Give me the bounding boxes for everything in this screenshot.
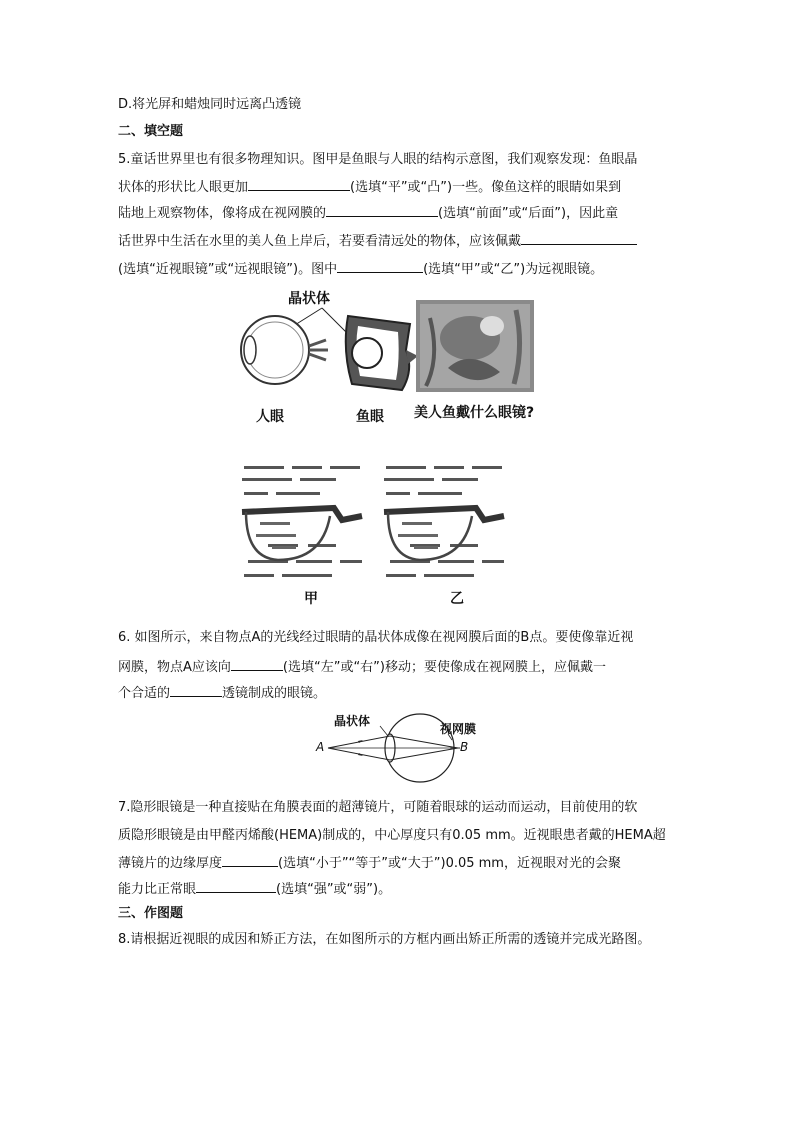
fish-eye-caption: 鱼眼 bbox=[356, 409, 384, 425]
q7-line4: 能力比正常眼 (选填“强”或“弱”)。 bbox=[118, 878, 391, 900]
section2-title: 二、填空题 bbox=[118, 124, 184, 139]
q7-blank2[interactable] bbox=[196, 878, 276, 893]
eye-diagrams bbox=[230, 298, 540, 408]
label-jia: 甲 bbox=[304, 591, 318, 607]
q7-line2: 质隐形眼镜是由甲醛丙烯酸(HEMA)制成的，中心厚度只有0.05 mm。近视眼患者戴的HEMA超 bbox=[118, 828, 666, 843]
retina-label: 视网膜 bbox=[440, 722, 477, 736]
q5-blank1[interactable] bbox=[248, 176, 350, 191]
crystalline-label: 晶状体 bbox=[288, 291, 330, 307]
human-eye-drawing bbox=[241, 316, 328, 384]
eye-structure-figure bbox=[230, 288, 540, 428]
label-yi: 乙 bbox=[450, 591, 464, 607]
mermaid-caption: 美人鱼戴什么眼镜? bbox=[414, 405, 535, 421]
q8-line1: 8.请根据近视眼的成因和矫正方法，在如图所示的方框内画出矫正所需的透镜并完成光路图。 bbox=[118, 932, 651, 947]
q7-blank1[interactable] bbox=[222, 852, 278, 867]
q7-line3: 薄镜片的边缘厚度 (选填“小于”“等于”或“大于”)0.05 mm，近视眼对光的会聚 bbox=[118, 852, 621, 874]
glasses-drawings bbox=[238, 460, 510, 582]
point-b-label: B bbox=[460, 740, 469, 754]
q7-line1: 7.隐形眼镜是一种直接贴在角膜表面的超薄镜片，可随着眼球的运动而运动，目前使用的软 bbox=[118, 800, 638, 815]
q5-blank3[interactable] bbox=[521, 230, 637, 245]
q5-line5: (选填“近视眼镜”或“远视眼镜”)。图中 (选填“甲”或“乙”)为远视眼镜。 bbox=[118, 258, 603, 280]
crystalline-label-2: 晶状体 bbox=[334, 714, 371, 728]
human-eye-caption: 人眼 bbox=[256, 409, 284, 425]
eye-ray-diagram bbox=[314, 712, 484, 788]
q5-line1: 5.童话世界里也有很多物理知识。图甲是鱼眼与人眼的结构示意图，我们观察发现：鱼眼晶 bbox=[118, 152, 638, 167]
q5-line4: 话世界中生活在水里的美人鱼上岸后，若要看清远处的物体，应该佩戴 bbox=[118, 230, 637, 252]
q5-line2: 状体的形状比人眼更加 (选填“平”或“凸”)一些。像鱼这样的眼睛如果到 bbox=[118, 176, 621, 198]
mermaid-picture bbox=[416, 300, 534, 392]
q6-blank1[interactable] bbox=[231, 656, 283, 671]
fish-eye-drawing bbox=[346, 316, 418, 390]
q6-line3: 个合适的 透镜制成的眼镜。 bbox=[118, 682, 326, 704]
section3-title: 三、作图题 bbox=[118, 906, 184, 921]
q6-blank2[interactable] bbox=[170, 682, 222, 697]
glasses-yi-drawing bbox=[384, 466, 504, 577]
q6-line2: 网膜，物点A应该向 (选填“左”或“右”)移动；要使像成在视网膜上，应佩戴一 bbox=[118, 656, 606, 678]
glasses-jia-drawing bbox=[242, 466, 362, 577]
glasses-figure bbox=[238, 460, 510, 610]
point-a-label: A bbox=[316, 740, 325, 754]
ray-drawing bbox=[314, 712, 484, 788]
q6-line1: 6. 如图所示，来自物点A的光线经过眼睛的晶状体成像在视网膜后面的B点。要使像靠近视 bbox=[118, 630, 634, 645]
q5-blank2[interactable] bbox=[326, 202, 438, 217]
q5-line3: 陆地上观察物体，像将成在视网膜的 (选填“前面”或“后面”)，因此童 bbox=[118, 202, 618, 224]
q4-option-d: D.将光屏和蜡烛同时远离凸透镜 bbox=[118, 97, 302, 112]
q5-blank4[interactable] bbox=[337, 258, 423, 273]
